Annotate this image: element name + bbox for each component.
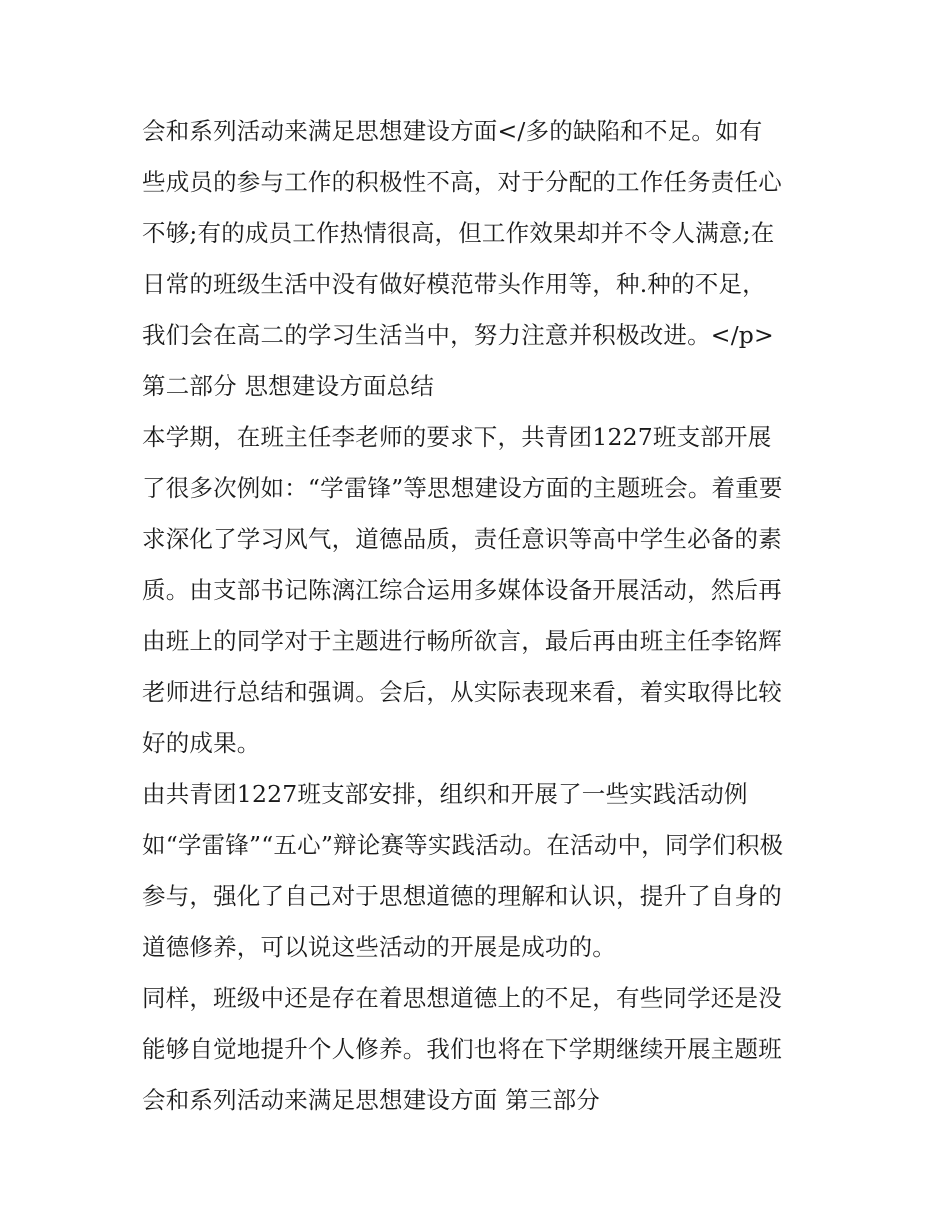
text-line: 好的成果。 [142, 729, 261, 757]
text-line: 了很多次例如：“学雷锋”等思想建设方面的主题班会。着重要 [142, 474, 783, 502]
text-line: 本学期，在班主任李老师的要求下，共青团1227班支部开展 [142, 423, 772, 451]
section-heading: 第二部分 思想建设方面总结 [142, 372, 435, 400]
text-line: 会和系列活动来满足思想建设方面 第三部分 [142, 1086, 600, 1114]
text-line: 我们会在高二的学习生活当中，努力注意并积极改进。</p> [142, 321, 774, 349]
text-line: 质。由支部书记陈漓江综合运用多媒体设备开展活动，然后再 [142, 576, 782, 604]
text-line: 求深化了学习风气，道德品质，责任意识等高中学生必备的素 [142, 525, 782, 553]
text-line: 日常的班级生活中没有做好模范带头作用等，种.种的不足， [142, 270, 766, 298]
text-line: 能够自觉地提升个人修养。我们也将在下学期继续开展主题班 [142, 1035, 782, 1063]
text-line: 老师进行总结和强调。会后，从实际表现来看，着实取得比较 [142, 678, 782, 706]
text-line: 如“学雷锋”“五心”辩论赛等实践活动。在活动中，同学们积极 [142, 831, 784, 859]
text-line: 由班上的同学对于主题进行畅所欲言，最后再由班主任李铭辉 [142, 627, 782, 655]
text-line: 道德修养，可以说这些活动的开展是成功的。 [142, 933, 616, 961]
text-line: 些成员的参与工作的积极性不高，对于分配的工作任务责任心 [142, 168, 782, 196]
text-line: 会和系列活动来满足思想建设方面</多的缺陷和不足。如有 [142, 117, 763, 145]
text-line: 由共青团1227班支部安排，组织和开展了一些实践活动例 [142, 780, 748, 808]
text-line: 参与，强化了自己对于思想道德的理解和认识，提升了自身的 [142, 882, 782, 910]
text-line: 不够;有的成员工作热情很高，但工作效果却并不令人满意;在 [142, 219, 775, 247]
text-line: 同样，班级中还是存在着思想道德上的不足，有些同学还是没 [142, 984, 782, 1012]
document-body [142, 106, 822, 1126]
